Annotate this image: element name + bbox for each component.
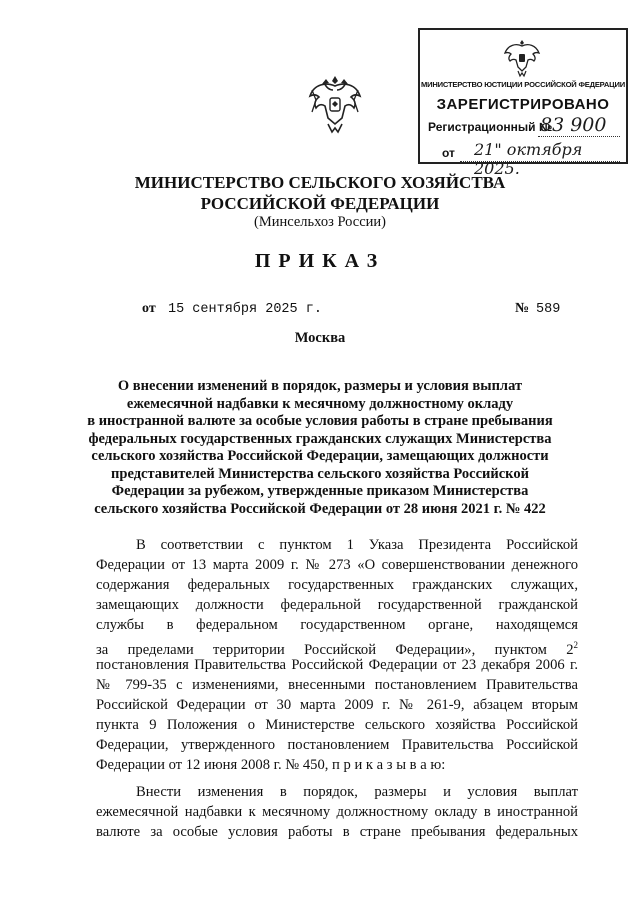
body-line: Внести изменения в порядок, размеры и условия выплат xyxy=(136,784,578,800)
order-subject xyxy=(0,378,640,518)
body-line: постановления Правительства Российской Федерации от 23 декабря 2006 г. xyxy=(96,657,578,673)
body-line: Федерации, утвержденного постановлением Правительства Российской xyxy=(96,737,578,753)
subject-line: сельского хозяйства Российской Федерации, замещающих должности xyxy=(91,448,549,464)
subject-line: ежемесячной надбавки к месячному должностному окладу xyxy=(126,395,514,412)
body-line-text: за пределами территории Российской Федерации», пунктом 2 xyxy=(96,642,574,658)
stamp-date-label: от xyxy=(442,146,455,160)
subject-line: в иностранной валюте за особые условия работы в стране пребывания xyxy=(87,413,553,429)
body-line-with-sup xyxy=(96,635,578,658)
stamp-registration-date: 21" октября 2025. xyxy=(474,140,583,178)
order-date: 15 сентября 2025 г. xyxy=(168,302,322,317)
subject-line: сельского хозяйства Российской Федерации от 28 июня 2021 г. № 422 xyxy=(94,500,546,517)
body-line: Российской Федерации от 30 марта 2009 г. № 261-9, абзацем вторым xyxy=(96,697,578,713)
body-paragraph-2 xyxy=(96,782,578,842)
subject-line: представителей Министерства сельского хозяйства Российской xyxy=(111,465,529,482)
body-line: Федерации от 13 марта 2009 г. № 273 «О совершенствовании денежного xyxy=(96,557,578,573)
stamp-date-underline xyxy=(460,161,620,162)
document-type-title: ПРИКАЗ xyxy=(254,250,386,272)
ministry-short-name: (Минсельхоз России) xyxy=(254,214,386,230)
number-prefix: № xyxy=(515,301,530,316)
body-line: № 799-35 с изменениями, внесенными постановлением Правительства xyxy=(96,677,578,693)
stamp-emblem-icon xyxy=(502,36,542,78)
body-line: В соответствии с пунктом 1 Указа Президента Российской xyxy=(136,537,578,553)
stamp-ministry-name: МИНИСТЕРСТВО ЮСТИЦИИ РОССИЙСКОЙ ФЕДЕРАЦИИ xyxy=(420,80,626,89)
subject-line: О внесении изменений в порядок, размеры и условия выплат xyxy=(117,378,523,394)
body-line: замещающих должности федеральной государственной гражданской xyxy=(96,597,578,613)
coat-of-arms-emblem xyxy=(304,70,366,138)
city-name: Москва xyxy=(294,330,346,346)
body-line: валюте за особые условия работы в стране пребывания федеральных xyxy=(96,824,578,840)
body-line: пункта 9 Положения о Министерстве сельского хозяйства Российской xyxy=(96,717,578,733)
subject-line: Федерации за рубежом, утвержденные приказом Министерства xyxy=(111,483,529,499)
subject-line: федеральных государственных гражданских служащих Министерства xyxy=(88,430,552,447)
body-line: службы в федеральном государственном органе, находящемся xyxy=(96,617,578,633)
ministry-name-line1: МИНИСТЕРСТВО СЕЛЬСКОГО ХОЗЯЙСТВА xyxy=(134,173,506,192)
stamp-regno-underline xyxy=(538,136,620,137)
stamp-registered-label: ЗАРЕГИСТРИРОВАНО xyxy=(436,96,610,113)
stamp-registration-number: 83 900 xyxy=(540,114,607,136)
body-paragraph-1 xyxy=(96,535,578,775)
stamp-regno-label: Регистрационный № xyxy=(428,120,553,134)
date-prefix: от xyxy=(142,301,156,316)
superscript: 2 xyxy=(573,640,578,650)
order-number: 589 xyxy=(536,302,561,317)
ministry-name-line2: РОССИЙСКОЙ ФЕДЕРАЦИИ xyxy=(200,194,440,213)
ministry-name xyxy=(0,172,640,214)
body-line: содержания федеральных государственных гражданских служащих, xyxy=(96,577,578,593)
body-line: Федерации от 12 июня 2008 г. № 450, п р и к а з ы в а ю: xyxy=(96,757,446,773)
registration-stamp xyxy=(418,28,628,178)
body-line: ежемесячной надбавки к месячному должностному окладу в иностранной xyxy=(96,804,578,820)
